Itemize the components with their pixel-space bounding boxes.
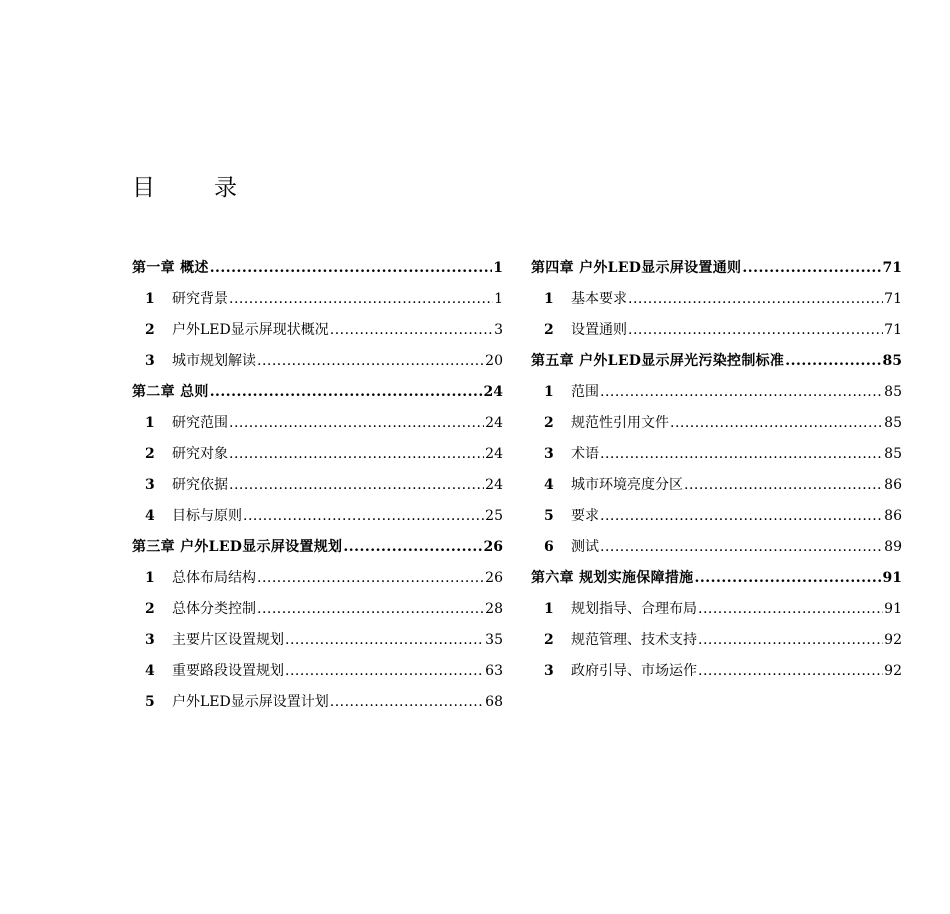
toc-section-entry[interactable] <box>132 501 503 532</box>
toc-page-number: 28 <box>485 601 503 617</box>
toc-dot-leader <box>698 594 883 625</box>
toc-section-label: 重要路段设置规划 <box>172 663 284 679</box>
toc-page-number: 24 <box>485 415 503 431</box>
toc-section-entry[interactable] <box>132 346 503 377</box>
toc-section-label: 规划指导、合理布局 <box>571 601 697 617</box>
toc-section-label: 术语 <box>571 446 599 462</box>
toc-section-entry[interactable] <box>132 625 503 656</box>
toc-section-number: 2 <box>145 601 155 617</box>
toc-section-label: 城市环境亮度分区 <box>571 477 683 493</box>
toc-section-entry[interactable] <box>132 439 503 470</box>
toc-section-entry[interactable] <box>132 656 503 687</box>
toc-page-number: 91 <box>884 601 902 617</box>
toc-page-number: 25 <box>485 508 503 524</box>
toc-section-entry[interactable] <box>531 408 902 439</box>
toc-section-entry[interactable] <box>132 594 503 625</box>
toc-dot-leader <box>285 625 484 656</box>
toc-dot-leader <box>742 253 881 284</box>
toc-section-number: 2 <box>544 415 554 431</box>
toc-page-number: 20 <box>485 353 503 369</box>
toc-dot-leader <box>698 625 883 656</box>
toc-page-number: 86 <box>884 477 902 493</box>
toc-section-label: 设置通则 <box>571 322 627 338</box>
toc-section-number: 1 <box>145 570 155 586</box>
toc-section-label: 户外LED显示屏设置计划 <box>172 694 329 710</box>
toc-chapter-entry[interactable] <box>132 532 503 563</box>
toc-section-number: 2 <box>544 632 554 648</box>
toc-dot-leader <box>628 315 883 346</box>
toc-section-entry[interactable] <box>132 315 503 346</box>
toc-chapter-label: 第六章 规划实施保障措施 <box>531 570 694 586</box>
toc-dot-leader <box>229 408 484 439</box>
toc-page-number: 91 <box>882 570 902 586</box>
toc-section-label: 基本要求 <box>571 291 627 307</box>
toc-section-entry[interactable] <box>531 439 902 470</box>
toc-chapter-label: 第三章 户外LED显示屏设置规划 <box>132 539 343 555</box>
toc-section-number: 4 <box>145 508 155 524</box>
toc-chapter-entry[interactable] <box>132 253 503 284</box>
toc-page-number: 85 <box>884 384 902 400</box>
toc-section-entry[interactable] <box>531 284 902 315</box>
toc-section-number: 2 <box>145 322 155 338</box>
toc-section-label: 研究背景 <box>172 291 228 307</box>
toc-section-number: 4 <box>544 477 554 493</box>
toc-dot-leader <box>243 501 484 532</box>
toc-section-label: 规范性引用文件 <box>571 415 669 431</box>
toc-page-number: 24 <box>485 477 503 493</box>
toc-section-number: 3 <box>145 632 155 648</box>
toc-section-number: 6 <box>544 539 554 555</box>
toc-section-label: 政府引导、市场运作 <box>571 663 697 679</box>
toc-page-number: 3 <box>494 322 503 338</box>
toc-section-entry[interactable] <box>531 625 902 656</box>
toc-page-number: 24 <box>483 384 503 400</box>
toc-section-number: 5 <box>145 694 155 710</box>
toc-section-entry[interactable] <box>531 470 902 501</box>
toc-page-number: 85 <box>884 446 902 462</box>
toc-section-number: 4 <box>145 663 155 679</box>
toc-section-entry[interactable] <box>531 594 902 625</box>
toc-page-number: 85 <box>884 415 902 431</box>
toc-dot-leader <box>257 563 484 594</box>
toc-page-number: 92 <box>884 632 902 648</box>
toc-page-number: 26 <box>483 539 503 555</box>
toc-dot-leader <box>600 501 883 532</box>
toc-section-entry[interactable] <box>132 408 503 439</box>
toc-section-label: 测试 <box>571 539 599 555</box>
toc-dot-leader <box>600 439 883 470</box>
toc-section-number: 1 <box>145 291 155 307</box>
toc-section-label: 总体布局结构 <box>172 570 256 586</box>
toc-section-label: 要求 <box>571 508 599 524</box>
toc-section-label: 范围 <box>571 384 599 400</box>
toc-dot-leader <box>785 346 881 377</box>
toc-dot-leader <box>285 656 484 687</box>
toc-section-entry[interactable] <box>531 501 902 532</box>
toc-section-number: 2 <box>544 322 554 338</box>
toc-chapter-label: 第五章 户外LED显示屏光污染控制标准 <box>531 353 785 369</box>
toc-dot-leader <box>684 470 883 501</box>
toc-dot-leader <box>210 253 493 284</box>
toc-section-label: 研究依据 <box>172 477 228 493</box>
toc-section-number: 5 <box>544 508 554 524</box>
toc-section-entry[interactable] <box>531 532 902 563</box>
toc-section-number: 1 <box>145 415 155 431</box>
toc-section-entry[interactable] <box>531 315 902 346</box>
toc-section-label: 户外LED显示屏现状概况 <box>172 322 329 338</box>
toc-left-column <box>132 253 503 718</box>
toc-page-number: 1 <box>494 291 503 307</box>
toc-section-entry[interactable] <box>531 656 902 687</box>
toc-chapter-entry[interactable] <box>132 377 503 408</box>
toc-section-label: 城市规划解读 <box>172 353 256 369</box>
toc-page-number: 89 <box>884 539 902 555</box>
toc-dot-leader <box>330 687 484 718</box>
toc-dot-leader <box>698 656 883 687</box>
toc-section-entry[interactable] <box>132 470 503 501</box>
toc-dot-leader <box>670 408 883 439</box>
toc-page-number: 35 <box>485 632 503 648</box>
toc-section-entry[interactable] <box>531 377 902 408</box>
toc-chapter-label: 第二章 总则 <box>132 384 209 400</box>
toc-page-number: 86 <box>884 508 902 524</box>
toc-chapter-entry[interactable] <box>531 563 902 594</box>
toc-section-number: 3 <box>544 446 554 462</box>
toc-page-number: 71 <box>884 322 902 338</box>
toc-chapter-label: 第一章 概述 <box>132 260 209 276</box>
toc-chapter-entry[interactable] <box>531 253 902 284</box>
toc-chapter-label: 第四章 户外LED显示屏设置通则 <box>531 260 742 276</box>
toc-dot-leader <box>628 284 883 315</box>
toc-dot-leader <box>229 284 493 315</box>
toc-section-number: 3 <box>145 353 155 369</box>
toc-section-number: 1 <box>544 384 554 400</box>
toc-section-number: 3 <box>145 477 155 493</box>
toc-page-number: 68 <box>485 694 503 710</box>
toc-dot-leader <box>694 563 881 594</box>
toc-dot-leader <box>343 532 482 563</box>
toc-chapter-entry[interactable] <box>531 346 902 377</box>
toc-page-number: 85 <box>882 353 902 369</box>
toc-section-label: 总体分类控制 <box>172 601 256 617</box>
toc-right-column <box>531 253 902 687</box>
toc-section-number: 2 <box>145 446 155 462</box>
toc-section-label: 研究范围 <box>172 415 228 431</box>
toc-section-number: 1 <box>544 291 554 307</box>
toc-dot-leader <box>229 470 484 501</box>
toc-section-number: 3 <box>544 663 554 679</box>
toc-dot-leader <box>257 594 484 625</box>
toc-section-label: 主要片区设置规划 <box>172 632 284 648</box>
toc-dot-leader <box>600 377 883 408</box>
toc-dot-leader <box>210 377 483 408</box>
toc-section-entry[interactable] <box>132 687 503 718</box>
toc-dot-leader <box>330 315 493 346</box>
toc-title: 目 录 <box>132 175 255 201</box>
toc-page-number: 1 <box>493 260 503 276</box>
toc-page-number: 26 <box>485 570 503 586</box>
toc-dot-leader <box>257 346 484 377</box>
toc-page-number: 63 <box>485 663 503 679</box>
toc-page-number: 24 <box>485 446 503 462</box>
toc-dot-leader <box>229 439 484 470</box>
toc-section-label: 目标与原则 <box>172 508 242 524</box>
toc-page-number: 92 <box>884 663 902 679</box>
toc-section-entry[interactable] <box>132 284 503 315</box>
toc-section-number: 1 <box>544 601 554 617</box>
toc-section-label: 规范管理、技术支持 <box>571 632 697 648</box>
toc-section-entry[interactable] <box>132 563 503 594</box>
toc-page-number: 71 <box>882 260 902 276</box>
toc-page-number: 71 <box>884 291 902 307</box>
toc-dot-leader <box>600 532 883 563</box>
toc-section-label: 研究对象 <box>172 446 228 462</box>
